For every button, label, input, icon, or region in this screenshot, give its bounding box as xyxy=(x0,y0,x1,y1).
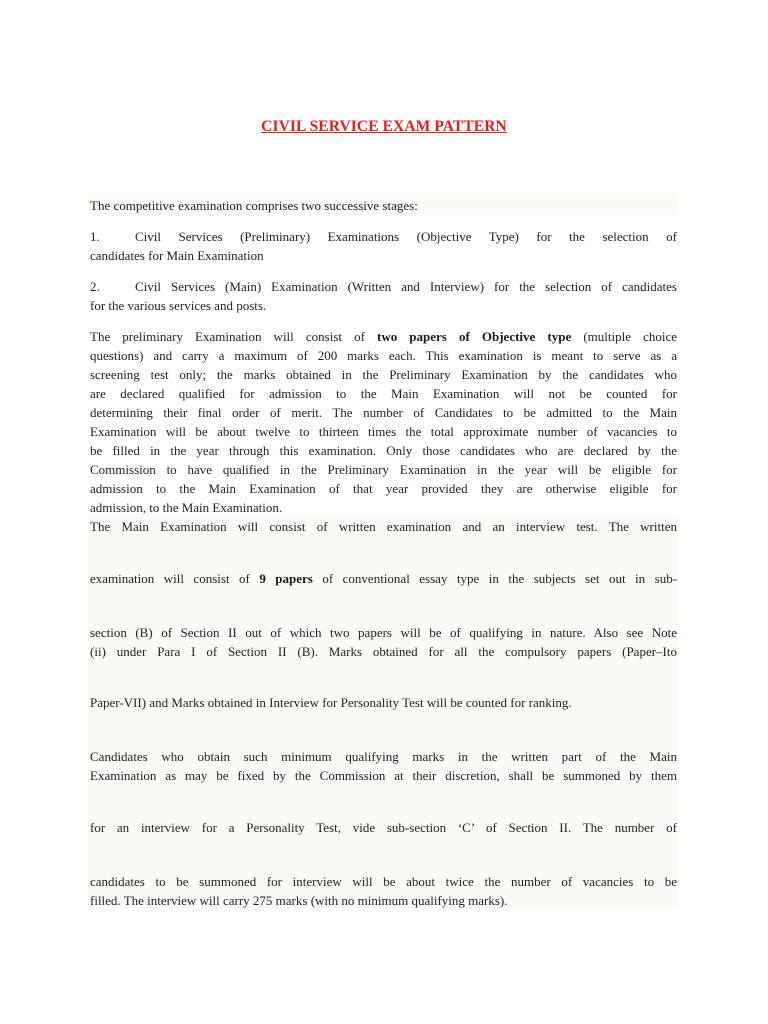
candidates-line-1: Candidates who obtain such minimum qualifying marks in the written part of the Main xyxy=(90,749,677,764)
main-line-4: (ii) under Para I of Section II (B). Marks obtained for all the compulsory papers (Paper–Ito xyxy=(90,644,677,659)
stage2-line1: 2. Civil Services (Main) Examination (Written and Interview) for the selection of candidates xyxy=(90,279,677,294)
stage1-line1: 1. Civil Services (Preliminary) Examinations (Objective Type) for the selection of xyxy=(90,229,677,244)
preliminary-line-2: questions) and carry a maximum of 200 marks each. This examination is meant to serve as a xyxy=(90,348,677,363)
candidates-line-2: Examination as may be fixed by the Commission at their discretion, shall be summoned by them xyxy=(90,768,677,783)
main-line-1: The Main Examination will consist of written examination and an interview test. The written xyxy=(90,519,677,534)
candidates-line-4: candidates to be summoned for interview will be about twice the number of vacancies to be xyxy=(90,874,677,889)
main-line-2: examination will consist of 9 papers of conventional essay type in the subjects set out in sub- xyxy=(90,571,678,586)
preliminary-line-6: Examination will be about twelve to thirteen times the total approximate number of vacancies to xyxy=(90,424,677,439)
preliminary-line-8: Commission to have qualified in the Preliminary Examination in the year will be eligible for xyxy=(90,462,677,477)
stage1-number: 1. xyxy=(90,229,100,244)
preliminary-line-1: The preliminary Examination will consist of two papers of Objective type (multiple choice xyxy=(90,329,677,344)
preliminary-line-10: admission, to the Main Examination. xyxy=(90,500,283,515)
preliminary-line-5: determining their final order of merit. The number of Candidates to be admitted to the Main xyxy=(90,405,677,420)
preliminary-line-7: be filled in the year through this examination. Only those candidates who are declared by the xyxy=(90,443,677,458)
page-title: CIVIL SERVICE EXAM PATTERN xyxy=(261,118,507,135)
intro-text: The competitive examination comprises two successive stages: xyxy=(90,198,418,213)
main-line-5: Paper-VII) and Marks obtained in Interview for Personality Test will be counted for ranking. xyxy=(90,695,572,710)
preliminary-line-4: are declared qualified for admission to the Main Examination will not be counted for xyxy=(90,386,677,401)
candidates-line-3: for an interview for a Personality Test, vide sub-section ‘C’ of Section II. The number of xyxy=(90,820,677,835)
main-bold-papers: 9 papers xyxy=(259,571,313,586)
candidates-line-5: filled. The interview will carry 275 marks (with no minimum qualifying marks). xyxy=(90,893,508,908)
preliminary-line-3: screening test only; the marks obtained in the Preliminary Examination by the candidates who xyxy=(90,367,677,382)
preliminary-bold-papers: two papers of Objective type xyxy=(377,329,572,344)
preliminary-line-9: admission to the Main Examination of that year provided they are otherwise eligible for xyxy=(90,481,677,496)
main-line-3: section (B) of Section II out of which two papers will be of qualifying in nature. Also see Note xyxy=(90,625,677,640)
stage2-line2: for the various services and posts. xyxy=(90,298,267,313)
stage1-line2: candidates for Main Examination xyxy=(90,248,264,263)
stage2-number: 2. xyxy=(90,279,100,294)
